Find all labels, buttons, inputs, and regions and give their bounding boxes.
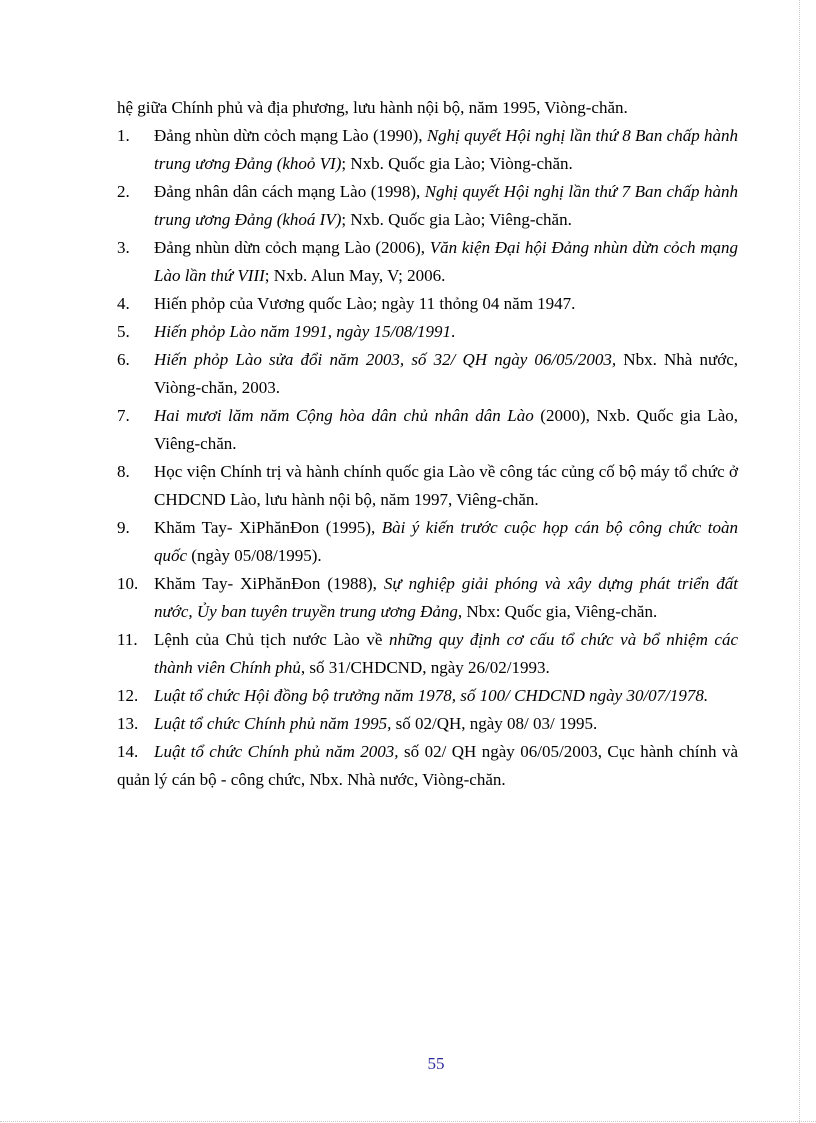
reference-title: Luật tổ chức Chính phủ năm 2003, <box>154 742 399 761</box>
reference-number: 12. <box>117 686 139 705</box>
reference-item-14 <box>117 738 738 794</box>
reference-text: Khăm Tay- XiPhănĐon (1995), <box>154 518 382 537</box>
reference-number: 8. <box>117 462 130 481</box>
reference-number: 9. <box>117 518 130 537</box>
reference-suffix: ; Nxb. Quốc gia Lào; Viòng-chăn. <box>341 154 573 173</box>
reference-title: Nghị quyết Hội nghị lần thứ 7 Ban chấp hành trung ương Đảng (khoá IV) <box>154 182 738 229</box>
reference-suffix: (2000), Nxb. Quốc gia Lào, Viêng-chăn. <box>154 406 738 453</box>
references-list <box>117 94 738 794</box>
reference-item <box>117 710 738 738</box>
reference-title: Văn kiện Đại hội Đảng nhùn dừn cỏch mạng Lào lần thứ VIII <box>154 238 738 285</box>
reference-item <box>117 234 738 290</box>
reference-suffix: số 02/QH, ngày 08/ 03/ 1995. <box>391 714 598 733</box>
reference-number: 6. <box>117 350 130 369</box>
page-frame-right <box>799 0 800 1123</box>
reference-item <box>117 402 738 458</box>
reference-suffix: số 02/ QH ngày 06/05/2003, Cục hành chính và quản lý cán bộ - công chức, Nbx. Nhà nước, Viòng-chăn. <box>117 742 738 789</box>
reference-title: Sự nghiệp giải phóng và xây dựng phát triển đất nước, Ủy ban tuyên truyền trung ương Đảng, <box>154 574 738 621</box>
reference-item <box>117 514 738 570</box>
reference-number: 4. <box>117 294 130 313</box>
reference-suffix: . <box>451 322 456 341</box>
reference-text: Hiến phỏp của Vương quốc Lào; ngày 11 thỏng 04 năm 1947. <box>154 294 576 313</box>
reference-title: những quy định cơ cấu tổ chức và bổ nhiệm các thành viên Chính phủ <box>154 630 738 677</box>
reference-number: 7. <box>117 406 130 425</box>
reference-suffix: Nbx: Quốc gia, Viêng-chăn. <box>462 602 658 621</box>
reference-number: 1. <box>117 126 130 145</box>
reference-text: Đảng nhùn dừn cỏch mạng Lào (2006), <box>154 238 430 257</box>
reference-text: Đảng nhân dân cách mạng Lào (1998), <box>154 182 425 201</box>
reference-item <box>117 290 738 318</box>
reference-item <box>117 570 738 626</box>
reference-number: 2. <box>117 182 130 201</box>
reference-number: 3. <box>117 238 130 257</box>
reference-title: Hiến phỏp Lào năm 1991, ngày 15/08/1991 <box>154 322 452 341</box>
reference-number: 11. <box>117 630 138 649</box>
reference-item <box>117 178 738 234</box>
reference-title: Bài ý kiến trước cuộc họp cán bộ công chức toàn quốc <box>154 518 738 565</box>
reference-title: Luật tổ chức Chính phủ năm 1995, <box>154 714 392 733</box>
reference-title: Nghị quyết Hội nghị lần thứ 8 Ban chấp hành trung ương Đảng (khoỏ VI) <box>154 126 739 173</box>
reference-items <box>117 122 738 738</box>
reference-suffix: Nbx. Nhà nước, Viòng-chăn, 2003. <box>154 350 738 397</box>
reference-text: Khăm Tay- XiPhănĐon (1988), <box>154 574 384 593</box>
reference-text: Đảng nhùn dừn cỏch mạng Lào (1990), <box>154 126 427 145</box>
reference-title: Hiến phỏp Lào sửa đổi năm 2003, số 32/ QH ngày 06/05/2003, <box>154 350 617 369</box>
reference-item <box>117 626 738 682</box>
continuation-text: hệ giữa Chính phủ và địa phương, lưu hành nội bộ, năm 1995, Viòng-chăn. <box>117 98 628 117</box>
reference-item <box>117 458 738 514</box>
reference-suffix: (ngày 05/08/1995). <box>187 546 322 565</box>
reference-item <box>117 346 738 402</box>
reference-title: Luật tổ chức Hội đồng bộ trưởng năm 1978, số 100/ CHDCND ngày 30/07/1978. <box>154 686 709 705</box>
reference-suffix: ; Nxb. Quốc gia Lào; Viêng-chăn. <box>341 210 572 229</box>
reference-suffix: , số 31/CHDCND, ngày 26/02/1993. <box>300 658 550 677</box>
reference-number: 5. <box>117 322 130 341</box>
reference-item <box>117 682 738 710</box>
reference-number: 10. <box>117 574 139 593</box>
reference-suffix: ; Nxb. Alun May, V; 2006. <box>264 266 446 285</box>
reference-item <box>117 318 738 346</box>
reference-number: 13. <box>117 714 139 733</box>
page-frame-bottom <box>0 1121 816 1122</box>
reference-number: 14. <box>117 742 139 761</box>
reference-title: Hai mươi lăm năm Cộng hòa dân chủ nhân dân Lào <box>154 406 534 425</box>
page-number: 55 <box>427 1054 445 1073</box>
reference-text: Học viện Chính trị và hành chính quốc gia Lào về công tác củng cố bộ máy tổ chức ở CHDCND Lào, lưu hành nội bộ, năm 1997, Viêng-chăn. <box>154 462 738 509</box>
reference-text: Lệnh của Chủ tịch nước Lào về <box>154 630 389 649</box>
reference-item <box>117 122 738 178</box>
